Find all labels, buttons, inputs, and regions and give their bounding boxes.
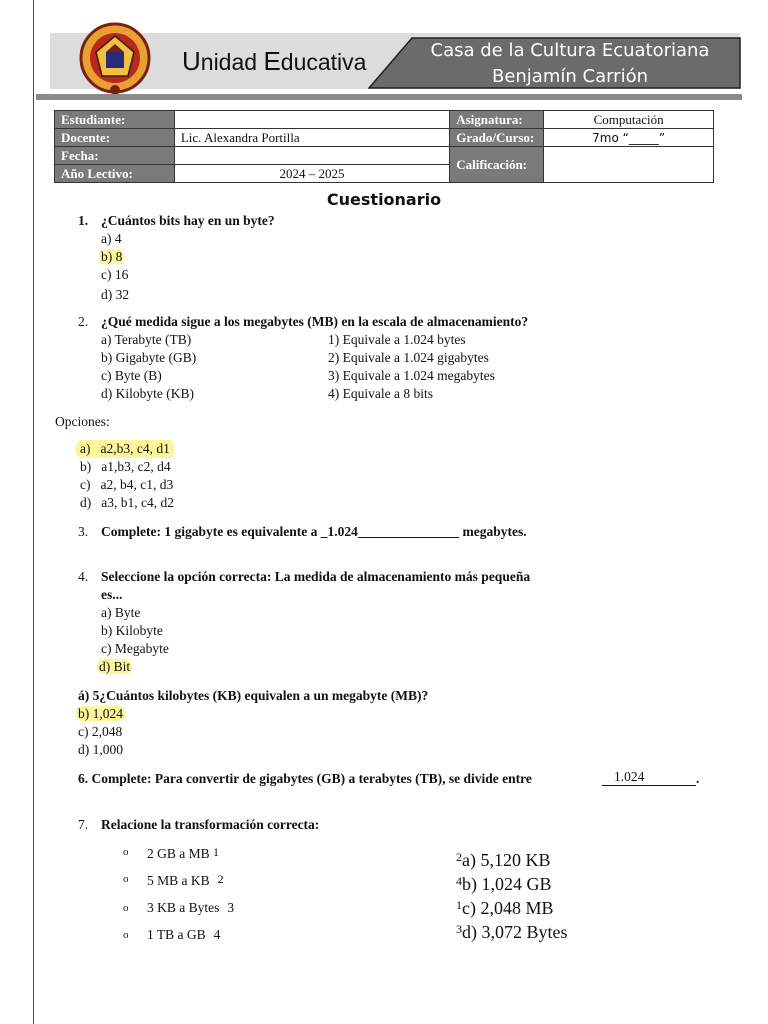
calificacion-label: Calificación: (450, 147, 544, 183)
page-title: Cuestionario (326, 190, 442, 209)
q2-def-2: 2) Equivale a 1.024 gigabytes (328, 350, 489, 365)
q2-option-b: b) a1,b3, c2, d4 (80, 459, 171, 474)
q4-number: 4. (78, 569, 89, 584)
q7-answer-d: $^3$d) 3,072 Bytes (456, 922, 568, 942)
bullet-icon: o (123, 929, 129, 941)
q4-option-a: a) Byte (101, 605, 141, 620)
school-name: Unidad Educativa (182, 46, 367, 76)
q2-item-a: a) Terabyte (TB) (101, 332, 192, 347)
q7-item-4: 1 TB a GB 4 (147, 927, 221, 942)
bullet-icon: o (123, 902, 129, 914)
q2-number: 2. (78, 314, 89, 329)
q7-item-2: 5 MB a KB 2 (147, 872, 224, 888)
estudiante-label: Estudiante: (55, 111, 175, 129)
q6-question: 6. Complete: Para convertir de gigabytes (GB) a terabytes (TB), se divide entre (78, 771, 532, 786)
q2-item-b: b) Gigabyte (GB) (101, 350, 197, 365)
grado-label: Grado/Curso: (450, 129, 544, 147)
q7-question: Relacione la transformación correcta: (101, 817, 320, 832)
q4-question-line1: Seleccione la opción correcta: La medida de almacenamiento más pequeña (101, 569, 531, 584)
bullet-icon: o (123, 846, 129, 858)
q7-answer-b: $^4$b) 1,024 GB (456, 874, 552, 894)
q2-option-d: d) a3, b1, c4, d2 (80, 495, 174, 510)
estudiante-field[interactable] (174, 111, 449, 129)
q7-item-3: 3 KB a Bytes 3 (147, 900, 235, 915)
asignatura-label: Asignatura: (450, 111, 544, 129)
q2-option-a: a) a2,b3, c4, d1 (76, 440, 174, 458)
q4-option-b: b) Kilobyte (101, 623, 163, 638)
student-info-table (54, 110, 714, 183)
q2-def-3: 3) Equivale a 1.024 megabytes (328, 368, 495, 383)
q1-option-a: a) 4 (101, 231, 122, 246)
q4-option-d: d) Bit (99, 659, 131, 674)
q6-answer: 1.024 (602, 768, 696, 786)
q1-number: 1. (78, 213, 89, 228)
fecha-label: Fecha: (55, 147, 175, 165)
q2-item-d: d) Kilobyte (KB) (101, 386, 194, 401)
docente-label: Docente: (55, 129, 175, 147)
q3-number: 3. (78, 524, 89, 539)
q1-option-b: b) 8 (101, 249, 123, 264)
q5-question: á) 5¿Cuántos kilobytes (KB) equivalen a un megabyte (MB)? (78, 688, 429, 703)
q4-option-c: c) Megabyte (101, 641, 169, 656)
fecha-field[interactable] (174, 147, 449, 165)
school-logo (76, 22, 154, 96)
bullet-icon: o (123, 873, 129, 885)
q2-options-label: Opciones: (55, 414, 110, 429)
q1-option-c: c) 16 (101, 267, 129, 282)
q2-def-4: 4) Equivale a 8 bits (328, 386, 433, 401)
docente-value: Lic. Alexandra Portilla (174, 129, 449, 147)
q2-def-1: 1) Equivale a 1.024 bytes (328, 332, 466, 347)
grado-value: 7mo “_____” (544, 129, 714, 147)
q3-question: Complete: 1 gigabyte es equivalente a _1.024_______________ megabytes. (101, 524, 527, 539)
left-margin-line (33, 0, 34, 1024)
q6-end: . (696, 771, 700, 786)
calificacion-field[interactable] (544, 147, 714, 183)
q7-answer-a: $^2$a) 5,120 KB (456, 850, 551, 870)
q1-question: ¿Cuántos bits hay en un byte? (101, 213, 275, 228)
header-rule (36, 94, 742, 100)
institution-name: Casa de la Cultura Ecuatoriana Benjamín Carrión (430, 40, 710, 87)
q4-question-line2: es... (101, 587, 123, 602)
q5-option-b: b) 1,024 (78, 706, 123, 721)
q2-option-c: c) a2, b4, c1, d3 (80, 477, 174, 492)
q7-item-1: 2 GB a MB 1 (147, 845, 220, 861)
q1-option-d: d) 32 (101, 287, 130, 302)
anio-value: 2024 – 2025 (174, 165, 449, 183)
q2-item-c: c) Byte (B) (101, 368, 162, 383)
anio-label: Año Lectivo: (55, 165, 175, 183)
q2-question: ¿Qué medida sigue a los megabytes (MB) en la escala de almacenamiento? (101, 314, 529, 329)
q7-answer-c: $^1$c) 2,048 MB (456, 898, 554, 918)
q7-number: 7. (78, 817, 89, 832)
q5-option-d: d) 1,000 (78, 742, 123, 757)
asignatura-value: Computación (544, 111, 714, 129)
q5-option-c: c) 2,048 (78, 724, 123, 739)
